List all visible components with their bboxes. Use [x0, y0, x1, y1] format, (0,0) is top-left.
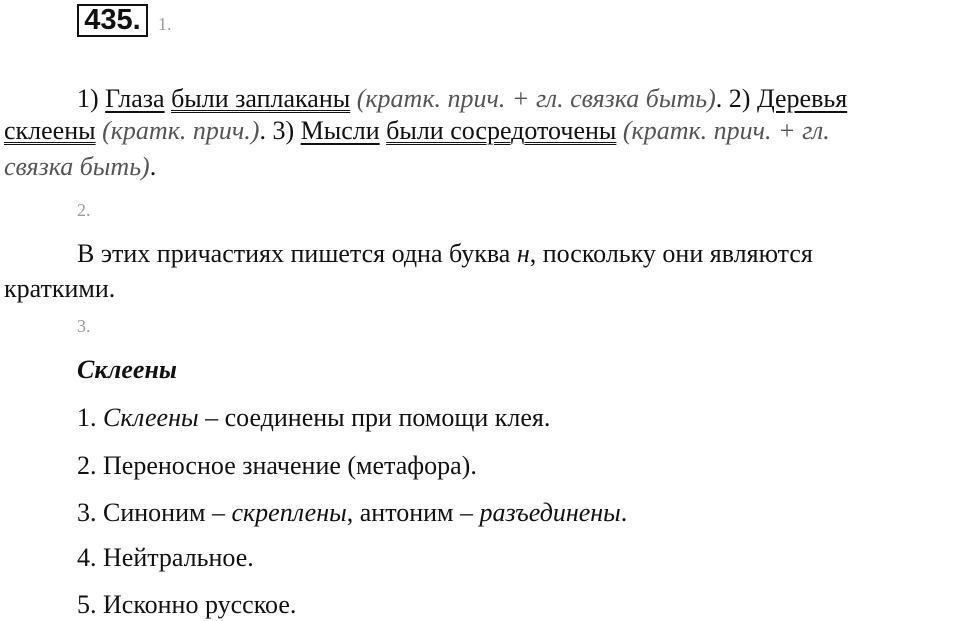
- part1-line-1: [77, 84, 847, 114]
- item-3-c: .: [620, 498, 628, 527]
- item-1-word: Склеены: [103, 403, 199, 432]
- sentence-1-end: . 2): [715, 84, 751, 113]
- sentence-1-note: (кратк. прич. + гл. связка быть): [356, 84, 716, 113]
- part3-item-4: 4. Нейтральное.: [77, 543, 254, 572]
- part1-line-3: [4, 152, 156, 182]
- sentence-3-note-b: связка быть): [4, 152, 150, 181]
- item-3-a: 3. Синоним –: [77, 498, 232, 527]
- part3-heading: Склеены: [77, 355, 177, 384]
- sentence-2-subject: Деревья: [756, 84, 848, 113]
- sentence-3-subject: Мысли: [300, 116, 380, 145]
- part3-item-3: [77, 498, 627, 528]
- sentence-2-note: (кратк. прич.): [102, 116, 260, 145]
- item-1-number: 1.: [77, 403, 103, 432]
- part2-line-1: [77, 239, 813, 269]
- sentence-1-number: 1): [77, 84, 99, 113]
- part3-item-1: [77, 403, 550, 433]
- item-1-rest: – соединены при помощи клея.: [198, 403, 551, 432]
- sentence-1-subject: Глаза: [105, 84, 165, 113]
- sentence-3-note-a: (кратк. прич. + гл.: [622, 116, 830, 145]
- item-3-synonym: скреплены: [231, 498, 347, 527]
- sentence-3-predicate: были сосредоточены: [386, 116, 617, 145]
- sentence-2-end: . 3): [259, 116, 295, 145]
- part-label-2: 2.: [77, 200, 91, 220]
- part2-line-2: краткими.: [4, 274, 116, 303]
- part-label-1: 1.: [158, 14, 172, 34]
- sentence-3-end: .: [149, 152, 157, 181]
- part2-letter: н: [516, 239, 530, 268]
- exercise-number: 435.: [77, 4, 148, 37]
- part3-item-5: 5. Исконно русское.: [77, 590, 297, 619]
- part1-line-2: [4, 116, 830, 146]
- item-3-antonym: разъединены: [479, 498, 621, 527]
- sentence-1-predicate: были заплаканы: [171, 84, 351, 113]
- part3-item-2: 2. Переносное значение (метафора).: [77, 451, 477, 480]
- sentence-2-predicate: склеены: [4, 116, 96, 145]
- part2-text-b: , поскольку они являются: [529, 239, 813, 268]
- item-3-b: , антоним –: [346, 498, 480, 527]
- part-label-3: 3.: [77, 316, 91, 336]
- part2-text-a: В этих причастиях пишется одна буква: [77, 239, 517, 268]
